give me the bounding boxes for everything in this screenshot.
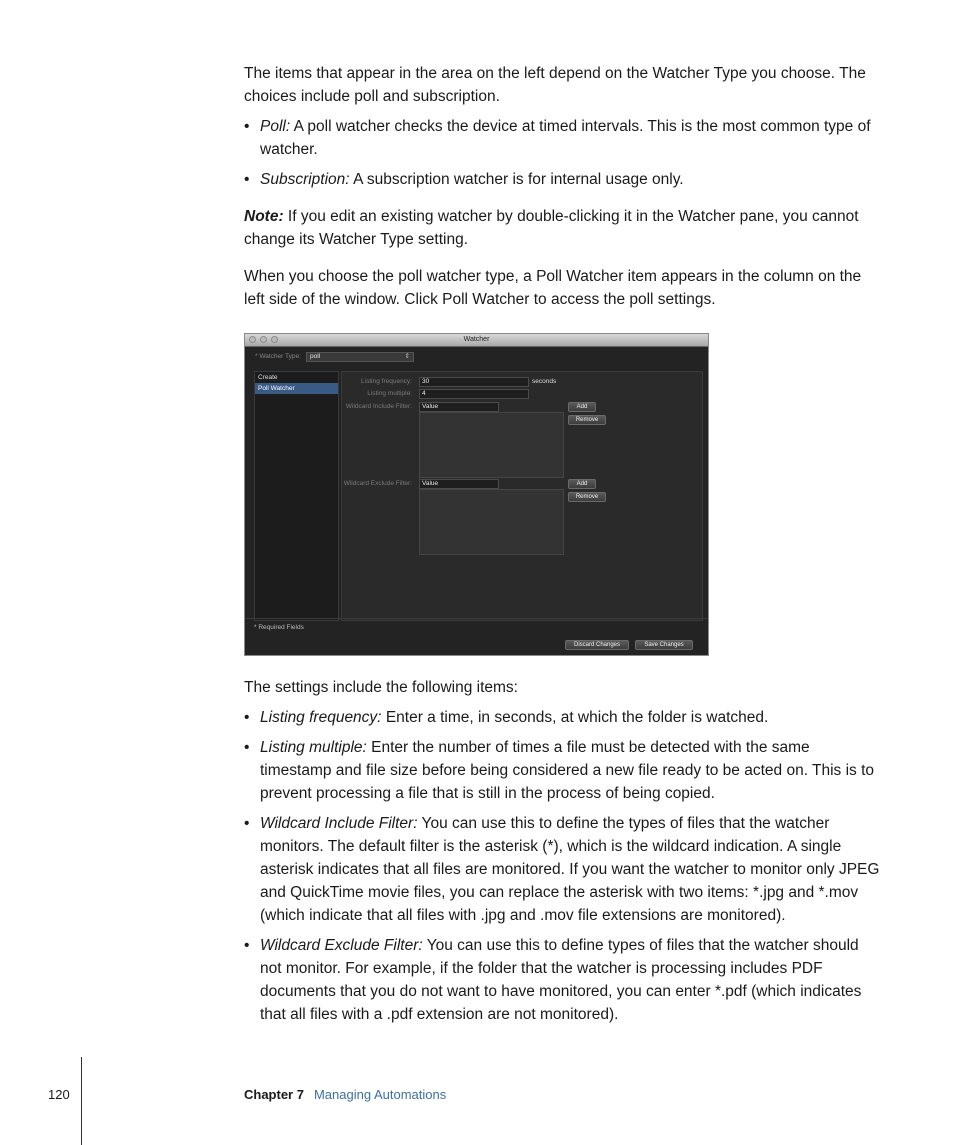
exclude-filter-label: Wildcard Exclude Filter: (343, 480, 412, 487)
bullet-term: Subscription: (260, 171, 350, 188)
discard-changes-button: Discard Changes (565, 640, 629, 650)
sidebar-item-create: Create (258, 374, 278, 381)
note-label: Note: (244, 208, 284, 225)
bullet-text: Enter a time, in seconds, at which the folder is watched. (385, 709, 769, 726)
chapter-title-link[interactable]: Managing Automations (313, 1087, 447, 1102)
bullet-text: You can use this to define types of files that the watcher should not monitor. For example, if the folder that the watcher is processing includes PDF documents that you do not want to have monitored, you can enter *.pdf (which indicates that all files with a .pdf extension are not monitored). (260, 937, 862, 1023)
settings-block (244, 676, 884, 1026)
setting-listing-multiple: • Listing multiple: Enter the number of times a file must be detected with the same timestamp and file size before being considered a new file ready to be acted on. This is to prevent processing a file that is still in the process of being copied. (244, 739, 875, 802)
bullet-term: Poll: (260, 118, 291, 135)
required-fields-note: * Required Fields (254, 624, 304, 631)
bullet-subscription: • Subscription: A subscription watcher is for internal usage only. (244, 171, 684, 188)
include-filter-label: Wildcard Include Filter: (345, 403, 412, 410)
bullet-term: Wildcard Exclude Filter: (260, 937, 423, 954)
bullet-text: A poll watcher checks the device at timed intervals. This is the most common type of watcher. (260, 118, 871, 158)
watcher-type-value: poll (310, 353, 321, 360)
include-filter-field: Value (419, 402, 499, 412)
exclude-filter-field: Value (419, 479, 499, 489)
bullet-term: Wildcard Include Filter: (260, 815, 418, 832)
settings-panel (341, 371, 703, 621)
bullet-text: Enter the number of times a file must be detected with the same timestamp and file size before being considered a new file ready to be acted on. This is to prevent processing a file that is still in the process of being copied. (260, 739, 875, 802)
note-text: If you edit an existing watcher by double-clicking it in the Watcher pane, you cannot change its Watcher Type setting. (244, 208, 859, 248)
window-title: Watcher (463, 336, 490, 343)
poll-paragraph: When you choose the poll watcher type, a Poll Watcher item appears in the column on the left side of the window. Click Poll Watcher to access the poll settings. (244, 268, 862, 308)
setting-include-filter: • Wildcard Include Filter: You can use this to define the types of files that the watcher monitors. The default filter is the asterisk (*), which is the wildcard indication. A single asterisk indicates that all files are monitored. If you want the watcher to monitor only JPEG and QuickTime movie files, you can replace the asterisk with two items: *.jpg and *.mov (which indicate that all files with .jpg and .mov file extensions are monitored). (244, 815, 880, 924)
seconds-unit: seconds (532, 378, 557, 385)
footer-rule (81, 1057, 82, 1145)
watcher-window-screenshot (244, 333, 709, 656)
note-paragraph (244, 205, 884, 251)
bullet-text: You can use this to define the types of files that the watcher monitors. The default filter is the asterisk (*), which is the wildcard indication. A single asterisk indicates that all files are monitored. If you want the watcher to monitor only JPEG and QuickTime movie files, you can replace the asterisk with two items: *.jpg and *.mov (which indicate that all files with .jpg and .mov file extensions are monitored). (260, 815, 880, 924)
setting-listing-frequency: • Listing frequency: Enter a time, in seconds, at which the folder is watched. (244, 709, 769, 726)
include-filter-list (419, 412, 564, 478)
setting-exclude-filter: • Wildcard Exclude Filter: You can use this to define types of files that the watcher should not monitor. For example, if the folder that the watcher is processing includes PDF documents that you do not want to have monitored, you can enter *.pdf (which indicates that all files with a .pdf extension are not monitored). (244, 937, 862, 1023)
watcher-sidebar (254, 371, 339, 621)
chevron-updown-icon: ⇕ (404, 353, 410, 360)
listing-multiple-field: 4 (419, 389, 529, 399)
save-changes-button: Save Changes (635, 640, 693, 650)
bullet-poll: • Poll: A poll watcher checks the device at timed intervals. This is the most common type of watcher. (244, 118, 871, 158)
exclude-filter-list (419, 489, 564, 555)
exclude-add-button: Add (568, 479, 596, 489)
watcher-type-select (306, 352, 414, 362)
listing-multiple-label: Listing multiple: (367, 390, 412, 397)
sidebar-item-poll-watcher: Poll Watcher (255, 383, 338, 394)
include-add-button: Add (568, 402, 596, 412)
listing-frequency-label: Listing frequency: (361, 378, 412, 385)
window-titlebar (245, 334, 708, 347)
watcher-type-label: * Watcher Type: (255, 353, 301, 360)
divider (245, 618, 708, 619)
include-remove-button: Remove (568, 415, 606, 425)
bullet-term: Listing frequency: (260, 709, 382, 726)
bullet-text: A subscription watcher is for internal usage only. (353, 171, 684, 188)
intro-block (244, 62, 884, 311)
listing-frequency-field: 30 (419, 377, 529, 387)
chapter-label: Chapter 7 (244, 1087, 304, 1102)
exclude-remove-button: Remove (568, 492, 606, 502)
intro-paragraph: The items that appear in the area on the left depend on the Watcher Type you choose. The choices include poll and subscription. (244, 65, 866, 105)
chapter-footer (244, 1087, 446, 1102)
bullet-term: Listing multiple: (260, 739, 367, 756)
settings-intro: The settings include the following items: (244, 679, 518, 696)
page-number: 120 (48, 1087, 70, 1102)
